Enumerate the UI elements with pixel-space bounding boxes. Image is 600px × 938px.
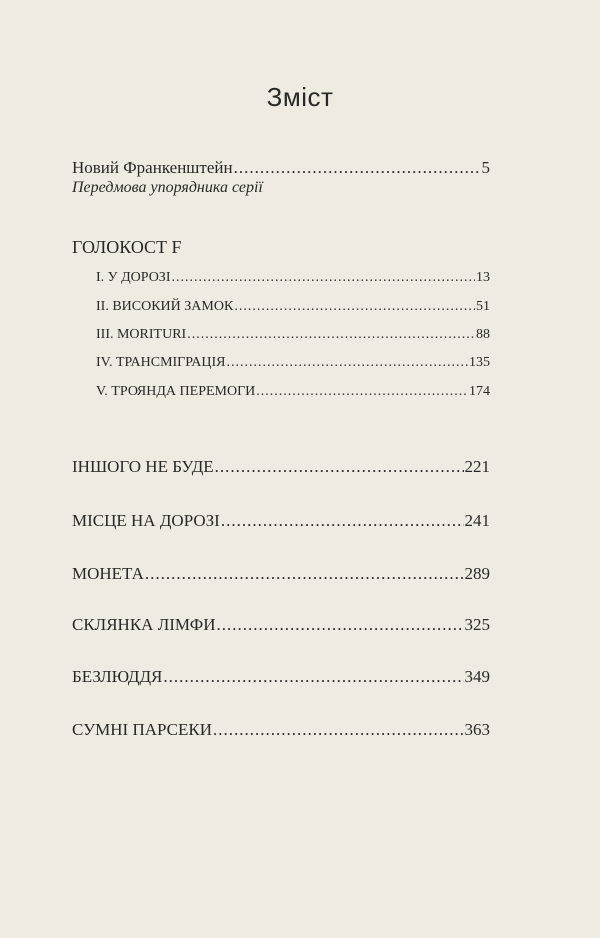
toc-entry-page: 51 [476, 299, 490, 314]
toc-entry-label: МОНЕТА [72, 564, 144, 583]
leader-dots [215, 457, 464, 477]
toc-entry-page: 135 [469, 355, 490, 370]
page-title: Зміст [266, 82, 334, 112]
leader-dots [213, 720, 463, 740]
toc-entry-page: 221 [464, 457, 490, 476]
leader-dots [163, 667, 463, 687]
toc-entry-page: 13 [476, 270, 490, 285]
toc-entry-3[interactable] [72, 511, 490, 531]
toc-chapter-4[interactable] [96, 355, 490, 371]
toc-entry-2[interactable] [72, 457, 490, 477]
toc-entry-label: II. ВИСОКИЙ ЗАМОК [96, 299, 234, 314]
toc-entry-page: 289 [464, 564, 490, 583]
toc-entry-label: СКЛЯНКА ЛІМФИ [72, 615, 216, 634]
toc-chapter-1[interactable] [96, 270, 490, 286]
toc-entry-page: 174 [469, 384, 490, 399]
toc-entry-foreword[interactable] [72, 158, 490, 178]
toc-chapter-5[interactable] [96, 384, 490, 400]
toc-entry-5[interactable] [72, 615, 490, 635]
leader-dots [256, 384, 468, 400]
toc-chapter-2[interactable] [96, 299, 490, 315]
toc-entry-label: IV. ТРАНСМІГРАЦІЯ [96, 355, 226, 370]
toc-entry-7[interactable] [72, 720, 490, 740]
toc-entry-4[interactable] [72, 564, 490, 584]
leader-dots [234, 158, 481, 178]
toc-entry-6[interactable] [72, 667, 490, 687]
toc-entry-label: ІНШОГО НЕ БУДЕ [72, 457, 214, 476]
toc-entry-subtitle: Передмова упорядника серії [72, 179, 263, 196]
leader-dots [171, 270, 475, 286]
leader-dots [227, 355, 469, 371]
leader-dots [216, 615, 463, 635]
toc-entry-label: БЕЗЛЮДДЯ [72, 667, 163, 686]
toc-entry-page: 88 [476, 327, 490, 342]
toc-entry-page: 325 [464, 615, 490, 634]
toc-entry-label: III. MORITURI [96, 327, 187, 342]
leader-dots [221, 511, 464, 531]
toc-entry-page: 241 [464, 511, 490, 530]
toc-entry-label: СУМНІ ПАРСЕКИ [72, 720, 213, 739]
leader-dots [234, 299, 475, 315]
toc-entry-page: 363 [464, 720, 490, 739]
toc-entry-label: Новий Франкенштейн [72, 158, 233, 177]
toc-chapter-3[interactable] [96, 327, 490, 343]
toc-entry-page: 5 [481, 158, 490, 177]
toc-entry-label: I. У ДОРОЗІ [96, 270, 171, 285]
leader-dots [145, 564, 464, 584]
leader-dots [187, 327, 475, 343]
toc-entry-label: V. ТРОЯНДА ПЕРЕМОГИ [96, 384, 256, 399]
toc-entry-label: МІСЦЕ НА ДОРОЗІ [72, 511, 220, 530]
toc-section-heading: ГОЛОКОСТ F [72, 237, 182, 257]
toc-entry-page: 349 [464, 667, 490, 686]
